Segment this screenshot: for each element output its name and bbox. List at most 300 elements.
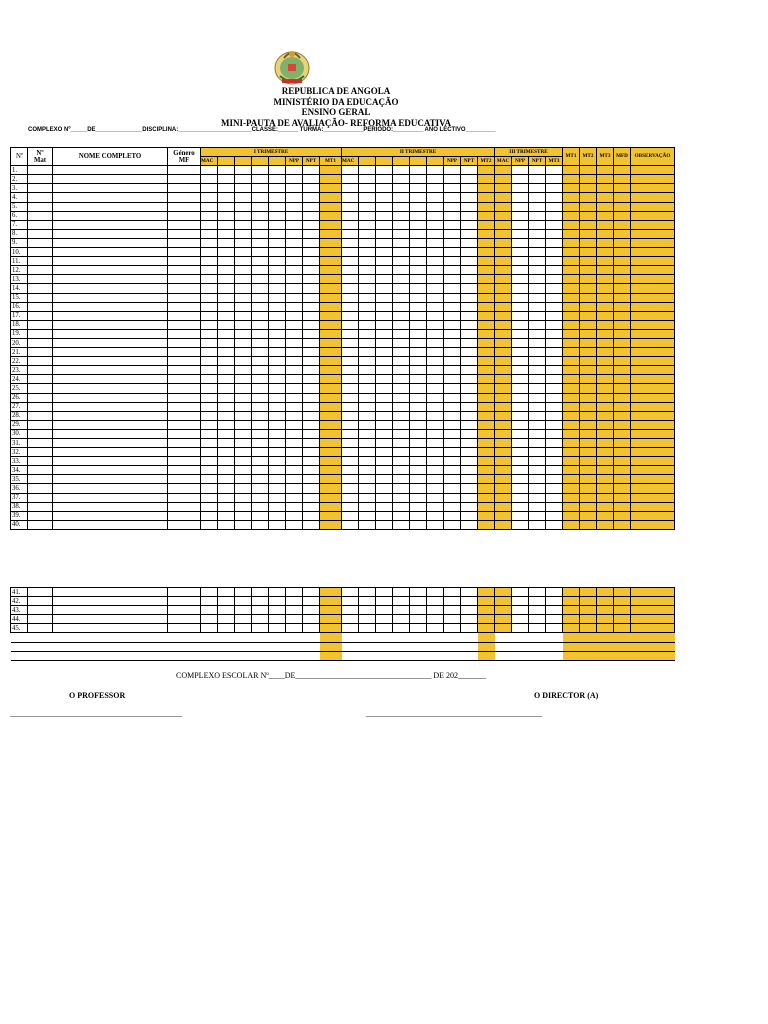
grade-cell	[28, 202, 53, 211]
grade-cell	[495, 238, 512, 247]
grade-cell	[303, 511, 320, 520]
summary-cell	[269, 633, 286, 642]
grade-cell	[427, 284, 444, 293]
grade-cell	[218, 402, 235, 411]
grade-cell	[512, 338, 529, 347]
grade-cell	[427, 229, 444, 238]
table-row	[11, 248, 675, 257]
grade-cell	[235, 402, 252, 411]
summary-cell	[444, 651, 461, 660]
grade-cell	[168, 266, 201, 275]
grade-cell	[410, 293, 427, 302]
grade-cell	[461, 320, 478, 329]
grade-cell	[597, 175, 614, 184]
grade-cell	[427, 266, 444, 275]
grade-cell	[235, 266, 252, 275]
grade-cell	[597, 366, 614, 375]
grade-cell	[376, 466, 393, 475]
grade-cell	[478, 439, 495, 448]
grade-cell	[269, 439, 286, 448]
grade-cell	[342, 475, 359, 484]
grade-cell	[563, 597, 580, 606]
grade-cell	[512, 411, 529, 420]
grade-cell	[614, 184, 631, 193]
grade-cell	[444, 588, 461, 597]
grade-cell	[461, 284, 478, 293]
grade-cell	[168, 511, 201, 520]
grade-cell	[546, 393, 563, 402]
grade-cell	[427, 520, 444, 529]
grade-cell	[427, 338, 444, 347]
grade-cell	[478, 302, 495, 311]
table-row	[11, 211, 675, 220]
row-number: 24.	[11, 375, 28, 384]
grade-cell	[512, 175, 529, 184]
grade-cell	[376, 484, 393, 493]
grade-cell	[529, 184, 546, 193]
grade-cell	[218, 311, 235, 320]
grade-cell	[478, 202, 495, 211]
grade-cell	[342, 588, 359, 597]
grade-cell	[376, 202, 393, 211]
grade-cell	[512, 366, 529, 375]
summary-cell	[218, 651, 235, 660]
grade-cell	[495, 220, 512, 229]
col-header-mt3: MT3	[546, 157, 563, 166]
grade-cell	[614, 311, 631, 320]
grade-cell	[376, 493, 393, 502]
grade-cell	[286, 248, 303, 257]
grade-cell	[376, 502, 393, 511]
summary-cell	[235, 651, 252, 660]
summary-cell	[286, 633, 303, 642]
grade-cell	[563, 220, 580, 229]
grade-cell	[320, 193, 342, 202]
grade-cell	[235, 502, 252, 511]
grade-cell	[631, 220, 675, 229]
table-row	[11, 606, 675, 615]
grade-cell	[512, 466, 529, 475]
grade-cell	[529, 166, 546, 175]
grade-cell	[546, 457, 563, 466]
grade-cell	[235, 448, 252, 457]
grade-cell	[563, 338, 580, 347]
grade-cell	[53, 429, 168, 438]
grade-cell	[410, 266, 427, 275]
grade-cell	[235, 411, 252, 420]
grade-cell	[529, 375, 546, 384]
grade-cell	[529, 448, 546, 457]
grade-cell	[597, 257, 614, 266]
grade-cell	[546, 266, 563, 275]
grade-cell	[529, 275, 546, 284]
grade-cell	[546, 238, 563, 247]
grade-cell	[303, 220, 320, 229]
grade-cell	[563, 202, 580, 211]
grade-cell	[478, 493, 495, 502]
grade-cell	[320, 511, 342, 520]
grade-cell	[427, 184, 444, 193]
grade-cell	[320, 266, 342, 275]
grade-cell	[478, 402, 495, 411]
summary-cell	[563, 642, 580, 651]
grade-cell	[342, 411, 359, 420]
grade-cell	[376, 193, 393, 202]
grade-cell	[235, 439, 252, 448]
grade-cell	[28, 393, 53, 402]
row-number: 13.	[11, 275, 28, 284]
grade-cell	[303, 615, 320, 624]
grade-cell	[580, 493, 597, 502]
grade-cell	[546, 320, 563, 329]
grade-cell	[631, 466, 675, 475]
grade-cell	[269, 466, 286, 475]
grade-cell	[563, 193, 580, 202]
grade-cell	[53, 615, 168, 624]
grade-cell	[28, 257, 53, 266]
grade-cell	[286, 457, 303, 466]
grade-cell	[597, 484, 614, 493]
grade-cell	[410, 238, 427, 247]
grade-cell	[201, 357, 218, 366]
summary-cell	[359, 651, 376, 660]
grade-cell	[478, 484, 495, 493]
grade-cell	[342, 429, 359, 438]
grade-cell	[529, 411, 546, 420]
grade-cell	[597, 238, 614, 247]
row-number: 3.	[11, 184, 28, 193]
grade-cell	[286, 411, 303, 420]
grade-cell	[168, 484, 201, 493]
grade-cell	[614, 275, 631, 284]
grade-cell	[631, 420, 675, 429]
grade-cell	[53, 588, 168, 597]
grade-cell	[303, 238, 320, 247]
grade-cell	[320, 175, 342, 184]
grade-cell	[342, 302, 359, 311]
summary-cell	[218, 633, 235, 642]
grade-cell	[201, 166, 218, 175]
grade-cell	[28, 338, 53, 347]
row-number: 5.	[11, 202, 28, 211]
grade-cell	[529, 588, 546, 597]
grade-cell	[580, 375, 597, 384]
grade-cell	[461, 202, 478, 211]
grade-cell	[359, 475, 376, 484]
grade-cell	[269, 511, 286, 520]
grade-cell	[597, 502, 614, 511]
grade-cell	[168, 238, 201, 247]
grade-cell	[28, 284, 53, 293]
grade-cell	[563, 329, 580, 338]
grade-cell	[269, 302, 286, 311]
grade-cell	[303, 366, 320, 375]
row-number: 11.	[11, 257, 28, 266]
grade-cell	[393, 184, 410, 193]
grade-cell	[444, 193, 461, 202]
grade-cell	[28, 366, 53, 375]
grade-cell	[631, 293, 675, 302]
grade-cell	[512, 238, 529, 247]
summary-cell	[168, 651, 201, 660]
grade-cell	[218, 366, 235, 375]
grade-cell	[631, 248, 675, 257]
grade-cell	[342, 606, 359, 615]
grade-cell	[410, 493, 427, 502]
grade-cell	[235, 511, 252, 520]
grade-cell	[427, 384, 444, 393]
grade-cell	[252, 484, 269, 493]
grade-cell	[631, 238, 675, 247]
grade-cell	[597, 466, 614, 475]
grade-cell	[546, 439, 563, 448]
grade-cell	[529, 266, 546, 275]
grade-cell	[614, 193, 631, 202]
grade-cell	[28, 615, 53, 624]
grade-cell	[359, 329, 376, 338]
grade-cell	[495, 402, 512, 411]
grade-cell	[563, 266, 580, 275]
grade-cell	[580, 624, 597, 633]
summary-cell	[580, 651, 597, 660]
grade-cell	[444, 348, 461, 357]
grade-cell	[529, 366, 546, 375]
grade-cell	[597, 520, 614, 529]
grade-cell	[580, 466, 597, 475]
grade-cell	[512, 448, 529, 457]
grade-cell	[495, 175, 512, 184]
grade-cell	[269, 238, 286, 247]
grade-cell	[269, 448, 286, 457]
grade-cell	[597, 448, 614, 457]
grade-cell	[410, 606, 427, 615]
grade-cell	[546, 211, 563, 220]
grade-cell	[28, 384, 53, 393]
grade-cell	[235, 229, 252, 238]
grade-cell	[546, 248, 563, 257]
grade-cell	[168, 329, 201, 338]
grade-cell	[201, 411, 218, 420]
grade-cell	[427, 311, 444, 320]
grade-cell	[529, 484, 546, 493]
grade-cell	[218, 511, 235, 520]
grade-cell	[359, 338, 376, 347]
summary-cell	[495, 633, 512, 642]
grade-cell	[478, 502, 495, 511]
grade-cell	[252, 338, 269, 347]
grade-cell	[218, 520, 235, 529]
grade-cell	[168, 202, 201, 211]
grade-cell	[444, 329, 461, 338]
grade-cell	[614, 302, 631, 311]
grade-cell	[529, 229, 546, 238]
grade-cell	[269, 284, 286, 293]
grade-cell	[393, 266, 410, 275]
grade-cell	[597, 615, 614, 624]
grade-cell	[427, 511, 444, 520]
grade-cell	[546, 375, 563, 384]
grade-cell	[28, 193, 53, 202]
grade-cell	[28, 457, 53, 466]
grade-cell	[28, 166, 53, 175]
col-header-mt3-final: MT3	[597, 148, 614, 166]
table-row	[11, 366, 675, 375]
grade-cell	[201, 266, 218, 275]
grade-cell	[444, 293, 461, 302]
grade-cell	[53, 293, 168, 302]
grade-cell	[461, 588, 478, 597]
grade-cell	[286, 193, 303, 202]
grade-cell	[563, 238, 580, 247]
grade-cell	[168, 357, 201, 366]
summary-cell	[597, 642, 614, 651]
grade-cell	[512, 248, 529, 257]
grade-cell	[218, 302, 235, 311]
grade-cell	[342, 293, 359, 302]
grade-cell	[427, 402, 444, 411]
table-row	[11, 393, 675, 402]
grade-cell	[28, 357, 53, 366]
grade-cell	[201, 302, 218, 311]
grade-cell	[320, 284, 342, 293]
grade-cell	[359, 411, 376, 420]
grade-cell	[393, 606, 410, 615]
grade-cell	[614, 220, 631, 229]
grade-cell	[410, 357, 427, 366]
grade-cell	[53, 402, 168, 411]
grade-cell	[563, 457, 580, 466]
grade-cell	[461, 220, 478, 229]
grade-cell	[444, 393, 461, 402]
grade-cell	[53, 184, 168, 193]
summary-cell	[580, 642, 597, 651]
grade-cell	[252, 184, 269, 193]
grade-cell	[427, 166, 444, 175]
grade-cell	[393, 257, 410, 266]
grade-cell	[546, 411, 563, 420]
grade-cell	[614, 320, 631, 329]
grade-cell	[320, 493, 342, 502]
grade-cell	[168, 193, 201, 202]
grade-cell	[201, 511, 218, 520]
summary-cell	[631, 651, 675, 660]
grade-cell	[529, 193, 546, 202]
grade-cell	[393, 284, 410, 293]
grade-cell	[53, 493, 168, 502]
grade-cell	[168, 588, 201, 597]
grade-cell	[201, 606, 218, 615]
summary-cell	[269, 642, 286, 651]
grade-cell	[478, 329, 495, 338]
grade-cell	[252, 166, 269, 175]
grade-cell	[359, 320, 376, 329]
grade-cell	[218, 393, 235, 402]
grade-cell	[580, 502, 597, 511]
summary-row	[11, 633, 675, 642]
table-row	[11, 284, 675, 293]
grade-cell	[303, 284, 320, 293]
grade-cell	[269, 420, 286, 429]
grade-cell	[580, 588, 597, 597]
grade-cell	[461, 366, 478, 375]
grade-cell	[631, 429, 675, 438]
grade-cell	[218, 384, 235, 393]
grade-cell	[529, 597, 546, 606]
grade-cell	[218, 375, 235, 384]
grade-cell	[546, 348, 563, 357]
summary-cell	[168, 633, 201, 642]
grade-cell	[546, 229, 563, 238]
grade-cell	[512, 502, 529, 511]
grade-cell	[580, 266, 597, 275]
grade-cell	[563, 502, 580, 511]
grade-cell	[563, 275, 580, 284]
row-number: 10.	[11, 248, 28, 257]
table-row	[11, 357, 675, 366]
grade-cell	[218, 202, 235, 211]
grade-cell	[495, 520, 512, 529]
grade-cell	[218, 429, 235, 438]
grade-cell	[235, 320, 252, 329]
grade-cell	[563, 311, 580, 320]
grade-cell	[393, 293, 410, 302]
col-header-blank	[269, 157, 286, 166]
grade-cell	[201, 284, 218, 293]
grade-cell	[546, 275, 563, 284]
grade-cell	[427, 275, 444, 284]
grade-cell	[529, 615, 546, 624]
grade-cell	[597, 384, 614, 393]
grade-cell	[478, 615, 495, 624]
grade-cell	[563, 402, 580, 411]
grade-cell	[235, 311, 252, 320]
grade-cell	[269, 520, 286, 529]
grade-cell	[218, 338, 235, 347]
grade-cell	[512, 588, 529, 597]
grade-cell	[563, 166, 580, 175]
grade-cell	[303, 229, 320, 238]
grade-cell	[614, 466, 631, 475]
grade-cell	[444, 166, 461, 175]
col-header-blank	[235, 157, 252, 166]
summary-cell	[342, 651, 359, 660]
grade-cell	[410, 420, 427, 429]
row-number: 34.	[11, 466, 28, 475]
grade-cell	[286, 275, 303, 284]
grade-cell	[342, 448, 359, 457]
grade-cell	[597, 597, 614, 606]
grade-cell	[410, 366, 427, 375]
grade-cell	[512, 202, 529, 211]
grade-cell	[495, 348, 512, 357]
grade-cell	[410, 302, 427, 311]
grade-cell	[359, 615, 376, 624]
grade-cell	[597, 588, 614, 597]
grade-cell	[393, 493, 410, 502]
grade-cell	[286, 266, 303, 275]
grade-cell	[252, 615, 269, 624]
grade-cell	[201, 457, 218, 466]
grade-cell	[320, 166, 342, 175]
grade-cell	[546, 597, 563, 606]
grade-cell	[410, 348, 427, 357]
grade-cell	[168, 439, 201, 448]
grade-cell	[201, 220, 218, 229]
grade-cell	[461, 429, 478, 438]
grade-cell	[563, 257, 580, 266]
grade-cell	[53, 220, 168, 229]
grade-cell	[478, 475, 495, 484]
